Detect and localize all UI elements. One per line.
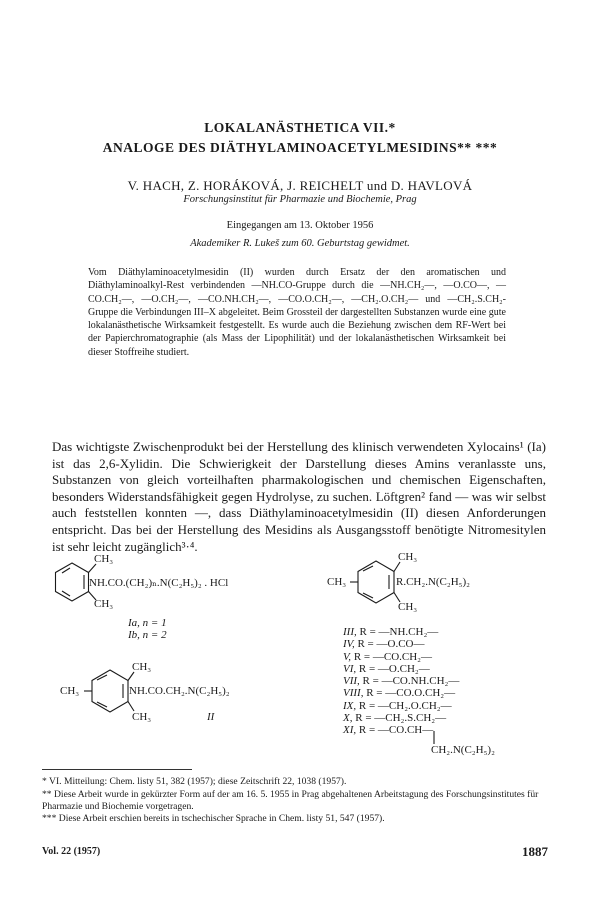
s1-top-methyl: CH₃: [94, 553, 114, 565]
article-title-line1: LOKALANÄSTHETICA VII.*: [204, 120, 396, 135]
footnote-3: *** Diese Arbeit erschien bereits in tschechischer Sprache in Chem. listy 51, 547 (1957).: [42, 813, 385, 824]
article-title-line2: ANALOGE DES DIÄTHYLAMINOACETYLMESIDINS** ***: [102, 140, 498, 155]
footnote-divider: [42, 769, 192, 770]
list-item: IV, R = —O.CO—: [343, 638, 425, 651]
s3-chain: NH.CO.CH₂.N(C₂H₅)₂: [129, 685, 230, 697]
page-number: 1887: [522, 844, 548, 859]
dedication: Akademiker R. Lukeš zum 60. Geburtstag gewidmet.: [190, 238, 410, 249]
list-item: IX, R = —CH₂.O.CH₂—: [343, 699, 452, 712]
s3-bottom-methyl: CH₃: [132, 711, 152, 723]
s2-bottom-methyl: CH₃: [398, 601, 418, 613]
s2-left-methyl: CH₃: [327, 576, 347, 588]
s2-chain: R.CH₂.N(C₂H₅)₂: [396, 576, 471, 588]
s2-top-methyl: CH₃: [398, 551, 418, 563]
abstract: Vom Diäthylaminoacetylmesidin (II) wurden durch Ersatz der den aromatischen und Diäthylaminoalkyl-Rest verbindenden —NH.CO-Gruppe durch die —NH.CH₂—, —O.CO—, —CO.CH₂—, —O.CH₂—, —CO.NH.CH₂—, —CO.O.CH₂—, —CH₂.O.CH₂— und —CH₂.S.CH₂-Gruppe die Verbindungen III–X abgeleitet. Beim Grossteil der dargestellten Substanzen wurde eine gute lokalanästhetische Wirksamkeit festgestellt. Es wurde auch die Beziehung zwischen dem RF-Wert bei der Papierchromatographie (als Mass der Lipophilität) und der lokalanästhetischen Wirksamkeit bei dieser Stoffreihe studiert.: [88, 267, 506, 358]
volume-info: Vol. 22 (1957): [42, 846, 101, 857]
footnote-1: * VI. Mitteilung: Chem. listy 51, 382 (1957); diese Zeitschrift 22, 1038 (1957).: [42, 776, 347, 787]
body-paragraph: Das wichtigste Zwischenprodukt bei der Herstellung des klinisch verwendeten Xylocains¹ (Ia) ist das 2,6-Xylidin. Die Schwierigkeit der Darstellung dieses Amins veranlasste uns, Substanzen von gleich vorteilhaften pharmakologischen und chemischen Eigenschaften, besonders Widerstandsfähigkeit gegen Hydrolyse, zu suchen. Löftgren² fand — was wir selbst auch feststellen konnten —, dass Diäthylaminoacetylmesidin (II) diesen Anforderungen entspricht. Das bei der Herstellung des Mesidins als Ausgangsstoff benötigte Nitromesitylen ist sehr leicht zugänglich³·⁴.: [52, 439, 546, 554]
institute: Forschungsinstitut für Pharmazie und Biochemie, Prag: [183, 194, 417, 205]
list-item: III, R = —NH.CH₂—: [343, 626, 439, 638]
received-date: Eingegangen am 13. Oktober 1956: [226, 220, 374, 231]
list-item: XI, R = —CO.CH—: [343, 724, 434, 737]
list-item: X, R = —CH₂.S.CH₂—: [343, 712, 447, 725]
s1-label-a: Ia, n = 1: [128, 617, 167, 629]
s1-chain: NH.CO.(CH₂)ₙ.N(C₂H₅)₂ . HCl: [89, 577, 229, 589]
authors: V. HACH, Z. HORÁKOVÁ, J. REICHELT und D. HAVLOVÁ: [127, 178, 473, 193]
footnote-2: ** Diese Arbeit wurde in gekürzter Form auf der am 16. 5. 1955 in Prag abgehaltenen Arbeitstagung des Forschungsinstitutes für Pharmazie und Biochemie vorgetragen.: [42, 789, 539, 813]
r-xi-branch: CH₂.N(C₂H₅)₂: [431, 744, 495, 756]
r-substituent-list: [343, 626, 459, 737]
s1-bottom-methyl: CH₃: [94, 598, 114, 610]
s3-label: II: [207, 711, 215, 723]
list-item: VIII, R = —CO.O.CH₂—: [343, 687, 456, 700]
s3-left-methyl: CH₃: [60, 685, 80, 697]
s1-label-b: Ib, n = 2: [128, 629, 167, 641]
s3-top-methyl: CH₃: [132, 661, 152, 673]
list-item: V, R = —CO.CH₂—: [343, 650, 432, 663]
list-item: VII, R = —CO.NH.CH₂—: [343, 675, 460, 688]
list-item: VI, R = —O.CH₂—: [343, 662, 430, 675]
